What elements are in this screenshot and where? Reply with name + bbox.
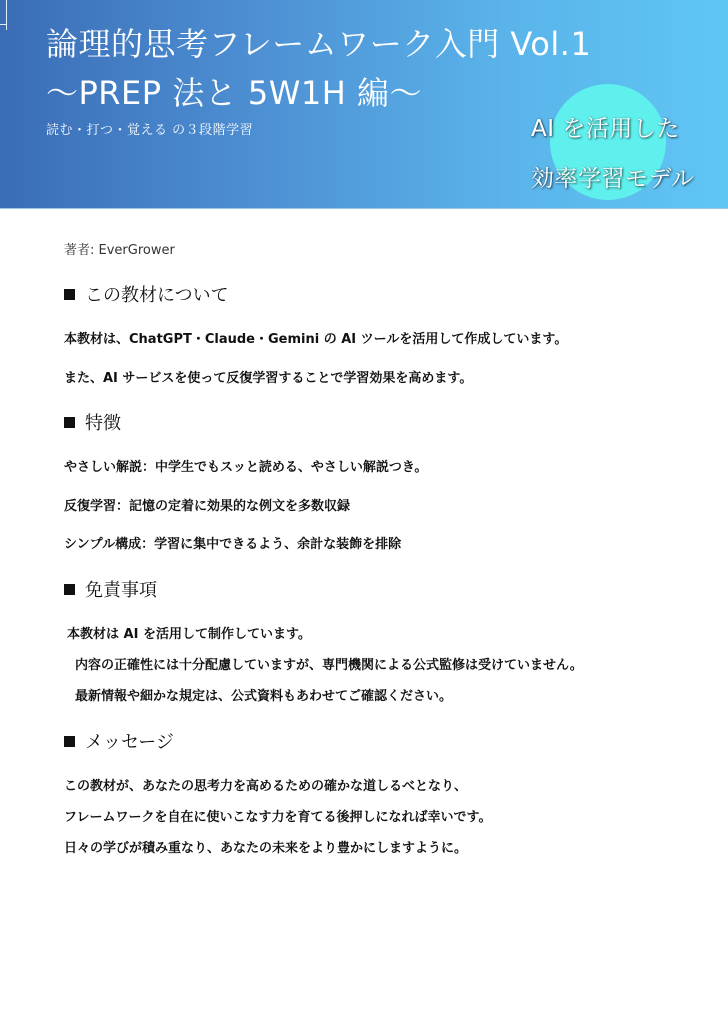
corner-crop-mark — [0, 0, 7, 30]
square-bullet-icon — [64, 736, 75, 747]
document-title-subline: ～PREP 法と 5W1H 編～ — [46, 74, 422, 112]
section-heading-disclaimer — [64, 576, 157, 602]
disclaimer-line: 本教材は AI を活用して制作しています。 — [67, 627, 311, 642]
feature-line: 反復学習：記憶の定着に効果的な例文を多数収録 — [64, 499, 351, 514]
section-heading-message — [64, 728, 174, 754]
message-line: フレームワークを自在に使いこなす力を育てる後押しになれば幸いです。 — [64, 810, 492, 825]
section-heading-text: 免責事項 — [85, 580, 157, 601]
feature-line: シンプル構成：学習に集中できるよう、余計な装飾を排除 — [64, 537, 402, 552]
paragraph-line: 本教材は、ChatGPT・Claude・Gemini の AI ツールを活用して作成しています。 — [64, 332, 568, 347]
badge-text-line-2: 効率学習モデル — [531, 166, 695, 192]
section-heading-text: この教材について — [85, 285, 229, 306]
document-subtitle: 読む・打つ・覚える の３段階学習 — [46, 123, 254, 138]
message-line: 日々の学びが積み重なり、あなたの未来をより豊かにしますように。 — [64, 841, 468, 856]
disclaimer-line: 最新情報や細かな規定は、公式資料もあわせてご確認ください。 — [75, 689, 453, 704]
document-title: 論理的思考フレームワーク入門 Vol.1 — [46, 25, 592, 63]
badge-text-line-1: AI を活用した — [531, 116, 680, 142]
cover-header — [0, 0, 728, 209]
section-heading-features — [64, 409, 121, 435]
paragraph-line: また、AI サービスを使って反復学習することで学習効果を高めます。 — [64, 371, 473, 386]
section-heading-about — [64, 281, 229, 307]
square-bullet-icon — [64, 584, 75, 595]
author-label: 著者: EverGrower — [64, 243, 175, 258]
disclaimer-line: 内容の正確性には十分配慮していますが、専門機関による公式監修は受けていません。 — [75, 658, 583, 673]
section-heading-text: メッセージ — [85, 732, 174, 753]
square-bullet-icon — [64, 417, 75, 428]
feature-line: やさしい解説：中学生でもスッと読める、やさしい解説つき。 — [64, 460, 428, 475]
message-line: この教材が、あなたの思考力を高めるための確かな道しるべとなり、 — [64, 779, 468, 794]
square-bullet-icon — [64, 289, 75, 300]
section-heading-text: 特徴 — [85, 413, 121, 434]
